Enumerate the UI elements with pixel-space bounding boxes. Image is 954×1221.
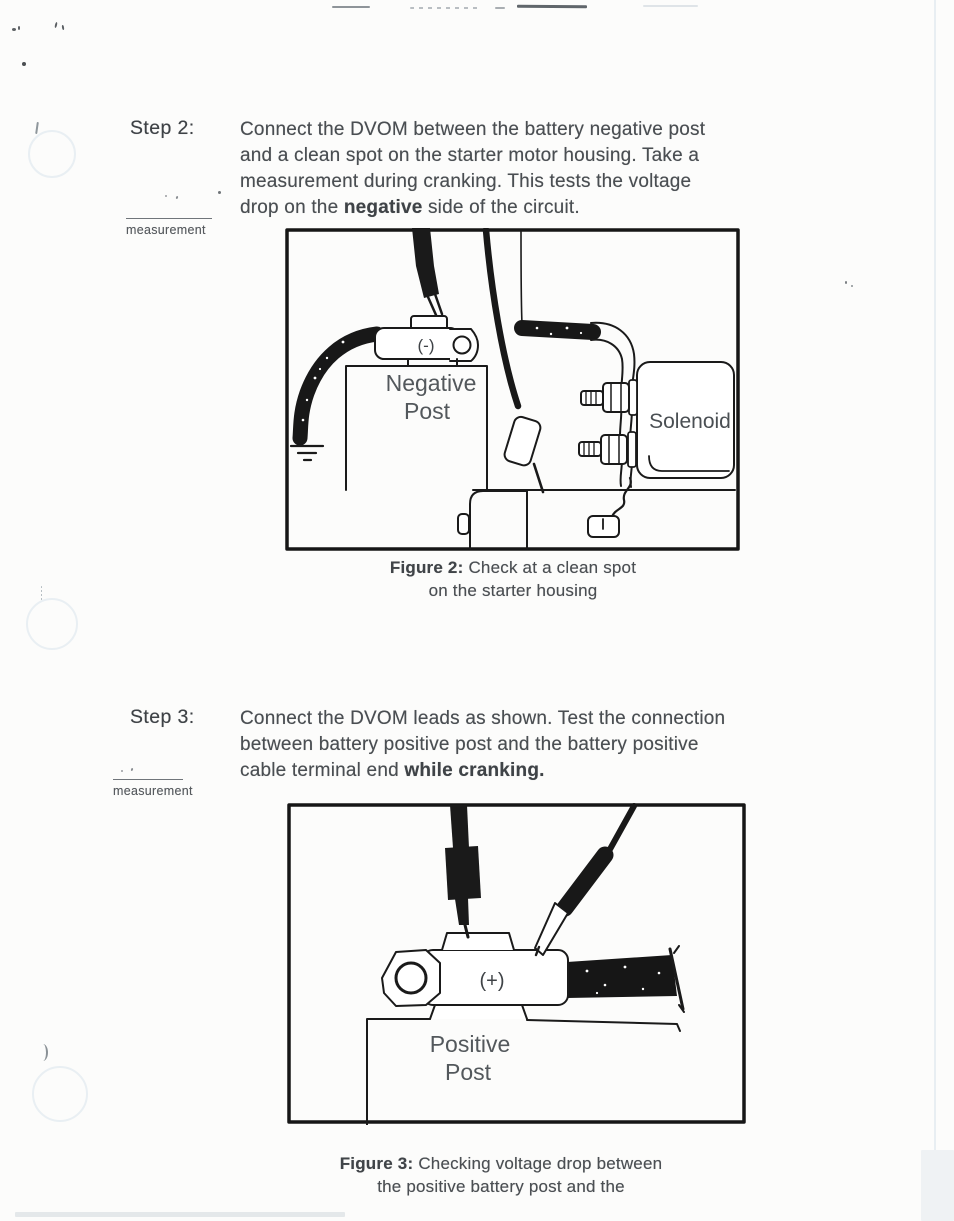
step2-text: [240, 117, 788, 221]
punch-hole: [26, 598, 78, 650]
dvom-probe-negative: [412, 228, 442, 315]
step3-text-line: [240, 758, 788, 784]
measurement-label: measurement: [126, 223, 206, 237]
scan-artifact-tick: [35, 122, 39, 134]
clamp-base: [430, 1005, 527, 1019]
emphasis-while-cranking: while cranking.: [404, 760, 545, 781]
scan-artifact-dash: [332, 6, 370, 8]
figure3-caption-label: Figure 3:: [339, 1154, 414, 1173]
figure2-caption-label: Figure 2:: [389, 558, 464, 577]
dvom-test-lead: [486, 230, 543, 492]
scan-speck: [121, 770, 123, 772]
figure2-caption-text: Check at a clean spot: [468, 558, 637, 577]
scan-artifact-dash: [517, 5, 587, 8]
scan-speck: [62, 25, 65, 30]
plus-marking: (+): [479, 970, 505, 992]
step3-line2: between battery positive post and the battery positive: [240, 734, 699, 755]
positive-cable: [567, 946, 684, 1012]
step3-label: Step 3:: [130, 706, 195, 728]
scan-speck: [851, 285, 853, 287]
scan-speck: [18, 26, 20, 30]
scan-speck: [12, 28, 16, 31]
scan-speck: [218, 191, 221, 194]
scan-edge-shade: [921, 1150, 954, 1221]
hose-edge-line: [521, 230, 522, 324]
figure2-illustration: [285, 228, 740, 552]
scan-artifact-tick: [41, 586, 42, 601]
dvom-probe-vertical: [445, 805, 481, 937]
figure3-caption: [315, 1152, 687, 1198]
measurement-line: [113, 779, 183, 780]
measurement-line: [126, 218, 212, 219]
figure3-illustration: [287, 803, 747, 1125]
step3-text: [240, 706, 788, 784]
measurement-blank-1: [126, 218, 212, 237]
punch-hole: [32, 1066, 88, 1122]
figure2-caption: [327, 556, 699, 602]
figure3-frame: [287, 803, 747, 1125]
ground-symbol: [291, 446, 323, 460]
scan-edge-shade: [15, 1212, 345, 1217]
scan-speck: [165, 195, 167, 197]
negative-post-label-line1: Negative: [385, 370, 477, 396]
figure3-caption-text: Checking voltage drop between: [418, 1154, 663, 1173]
step2-text-line: [240, 169, 788, 195]
step2-line3: measurement during cranking. This tests the voltage: [240, 171, 692, 192]
minus-marking: (-): [417, 336, 435, 355]
scan-artifact-dash: [495, 7, 505, 9]
step2-line2: and a clean spot on the starter motor housing. Take a: [240, 145, 700, 166]
scan-speck: [176, 196, 179, 200]
step3-line1: Connect the DVOM leads as shown. Test the connection: [240, 708, 726, 729]
scan-artifact-tick: [38, 1044, 48, 1061]
step3-text-line: [240, 732, 788, 758]
step2-text-line: [240, 143, 788, 169]
positive-post-label-line1: Positive: [429, 1031, 511, 1057]
step2-label: Step 2:: [130, 117, 195, 139]
step2-line4-pre: drop on the: [240, 197, 344, 218]
scan-edge-line: [934, 0, 936, 1221]
measurement-label: measurement: [113, 784, 193, 798]
punch-hole: [28, 130, 76, 178]
scan-speck: [845, 281, 847, 284]
battery-outline: [367, 1019, 680, 1125]
figure2-caption-line1: [327, 556, 699, 579]
scan-speck: [54, 22, 57, 28]
measurement-blank-2: [113, 779, 193, 798]
scan-speck: [22, 62, 26, 66]
solenoid-label: Solenoid: [649, 410, 731, 433]
scan-artifact-dash: [410, 7, 480, 9]
emphasis-negative: negative: [343, 197, 423, 218]
step3-line3-pre: cable terminal end: [240, 760, 405, 781]
solenoid-wire: [588, 478, 631, 537]
scan-speck: [131, 768, 134, 771]
figure2-frame: [285, 228, 740, 552]
step3-text-line: [240, 706, 788, 732]
ground-cable: [300, 334, 377, 438]
solenoid-cable: [522, 327, 593, 336]
figure3-caption-line2: the positive battery post and the: [377, 1177, 625, 1196]
step2-text-line: [240, 195, 788, 221]
negative-post-label-line2: Post: [403, 398, 451, 424]
figure2-caption-line2: on the starter housing: [428, 581, 598, 600]
step2-line4-post: side of the circuit.: [422, 197, 580, 218]
step2-line1: Connect the DVOM between the battery negative post: [240, 119, 706, 140]
scan-artifact-dash: [643, 5, 698, 7]
step2-text-line: [240, 117, 788, 143]
positive-post-label-line2: Post: [444, 1059, 492, 1085]
figure3-caption-line1: [315, 1152, 687, 1175]
dvom-probe-diagonal: [535, 806, 634, 955]
